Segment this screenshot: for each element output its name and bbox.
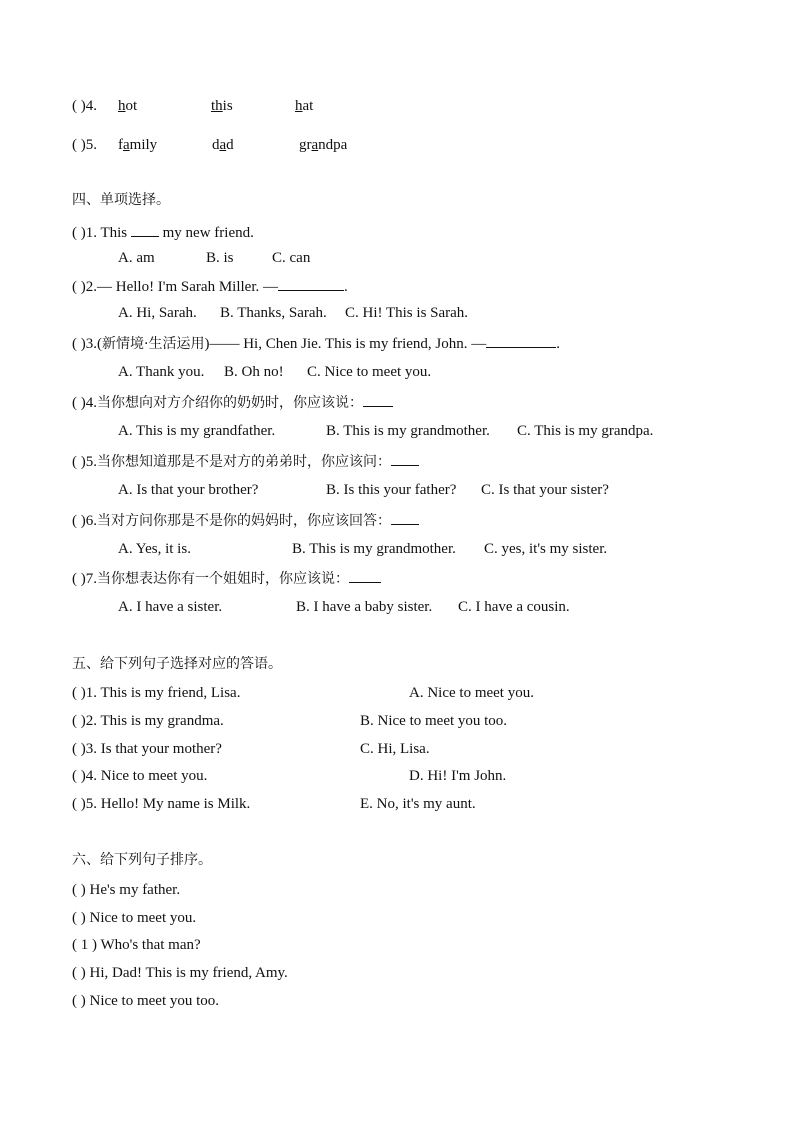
option: A. Is that your brother? — [118, 482, 259, 498]
match-answer: E. No, it's my aunt. — [360, 796, 476, 812]
ordering-item: ( ) He's my father. — [72, 882, 181, 898]
match-answer: A. Nice to meet you. — [409, 685, 534, 701]
match-question: ( )3. Is that your mother? — [72, 741, 222, 757]
ordering-item: ( ) Nice to meet you too. — [72, 993, 220, 1009]
ordering-item: ( ) Hi, Dad! This is my friend, Amy. — [72, 965, 288, 981]
option: B. Oh no! — [224, 364, 284, 380]
option: A. I have a sister. — [118, 599, 223, 615]
match-question: ( )5. Hello! My name is Milk. — [72, 796, 251, 812]
ordering-item: ( 1 ) Who's that man? — [72, 937, 201, 953]
option: A. am — [118, 250, 155, 266]
option: C. I have a cousin. — [458, 599, 570, 615]
option: A. Yes, it is. — [118, 541, 191, 557]
option: A. This is my grandfather. — [118, 423, 276, 439]
phonics-word: hat — [295, 98, 314, 114]
option: C. can — [272, 250, 311, 266]
answer-blank[interactable] — [278, 276, 344, 291]
option: A. Thank you. — [118, 364, 205, 380]
answer-blank[interactable] — [391, 451, 419, 466]
option: B. This is my grandmother. — [326, 423, 490, 439]
option: B. is — [206, 250, 234, 266]
section-6-title: 六、给下列句子排序。 — [72, 852, 212, 868]
answer-blank[interactable] — [131, 222, 159, 237]
answer-blank[interactable] — [349, 568, 381, 583]
match-question: ( )1. This is my friend, Lisa. — [72, 685, 241, 701]
answer-blank[interactable] — [486, 333, 556, 348]
question-4-6: ( )6.当对方问你那是不是你的妈妈时，你应该回答： — [72, 510, 419, 530]
answer-blank[interactable] — [363, 392, 393, 407]
ordering-item: ( ) Nice to meet you. — [72, 910, 197, 926]
option: B. Thanks, Sarah. — [220, 305, 327, 321]
phonics-word: grandpa — [299, 137, 348, 153]
question-4-7: ( )7.当你想表达你有一个姐姐时，你应该说： — [72, 568, 381, 588]
phonics-row-5: ( )5. — [72, 137, 97, 153]
match-answer: B. Nice to meet you too. — [360, 713, 508, 729]
question-4-2: ( )2.— Hello! I'm Sarah Miller. — . — [72, 276, 348, 296]
option: B. I have a baby sister. — [296, 599, 433, 615]
option: C. Is that your sister? — [481, 482, 609, 498]
phonics-word: family — [118, 137, 158, 153]
option: A. Hi, Sarah. — [118, 305, 197, 321]
match-answer: C. Hi, Lisa. — [360, 741, 430, 757]
match-answer: D. Hi! I'm John. — [409, 768, 507, 784]
option: C. This is my grandpa. — [517, 423, 654, 439]
option: B. This is my grandmother. — [292, 541, 456, 557]
answer-blank[interactable] — [391, 510, 419, 525]
phonics-word: hot — [118, 98, 138, 114]
option: C. Hi! This is Sarah. — [345, 305, 469, 321]
match-question: ( )2. This is my grandma. — [72, 713, 224, 729]
section-4-title: 四、单项选择。 — [72, 192, 170, 208]
match-question: ( )4. Nice to meet you. — [72, 768, 208, 784]
phonics-word: this — [211, 98, 233, 114]
question-4-1: ( )1. This my new friend. — [72, 222, 254, 242]
phonics-word: dad — [212, 137, 234, 153]
option: B. Is this your father? — [326, 482, 457, 498]
phonics-row-4: ( )4. — [72, 98, 97, 114]
option: C. Nice to meet you. — [307, 364, 432, 380]
option: C. yes, it's my sister. — [484, 541, 608, 557]
section-5-title: 五、给下列句子选择对应的答语。 — [72, 656, 282, 672]
question-4-5: ( )5.当你想知道那是不是对方的弟弟时，你应该问： — [72, 451, 419, 471]
question-4-3: ( )3.(新情境·生活运用)—— Hi, Chen Jie. This is my friend, John. — . — [72, 333, 560, 353]
question-4-4: ( )4.当你想向对方介绍你的奶奶时，你应该说： — [72, 392, 393, 412]
